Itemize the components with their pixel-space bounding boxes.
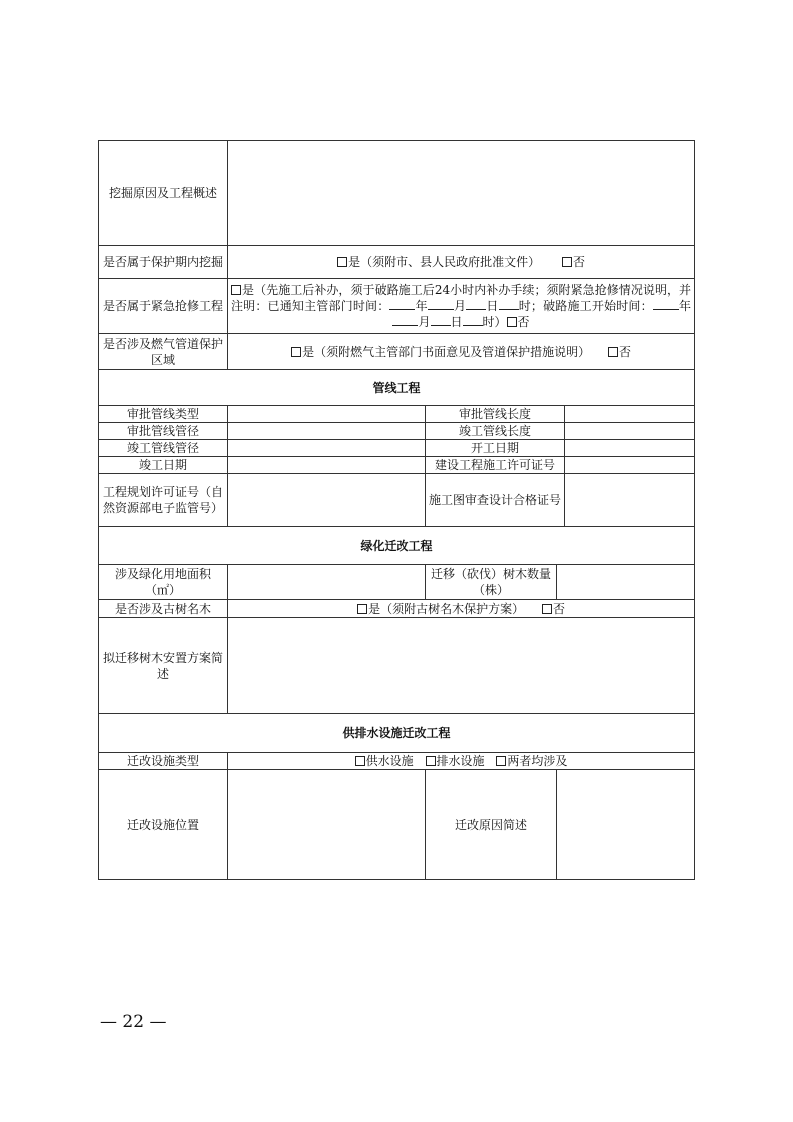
- water-section-row: [99, 714, 695, 753]
- notify-day-blank[interactable]: [466, 299, 486, 310]
- page-number: — 22 —: [100, 1012, 167, 1032]
- application-form-table: [98, 140, 695, 880]
- checkbox-icon[interactable]: [231, 285, 241, 295]
- completed-length-label: 竣工管线长度: [426, 423, 565, 440]
- facility-type-row: [99, 753, 695, 770]
- start-day-blank[interactable]: [431, 315, 451, 326]
- location-label: 迁改设施位置: [99, 770, 228, 880]
- checkbox-icon[interactable]: [608, 347, 618, 357]
- approved-length-label: 审批管线长度: [426, 406, 565, 423]
- land-area-field[interactable]: [228, 565, 426, 600]
- emergency-text: 是（先施工后补办，须于破路施工后24小时内补办手续；须附紧急抢修情况说明，并注明：已通知主管部门时间：: [231, 283, 692, 313]
- relocation-plan-row: [99, 618, 695, 714]
- gas-row: [99, 334, 695, 370]
- completion-date-label: 竣工日期: [99, 457, 228, 474]
- excavation-reason-label: 挖掘原因及工程概述: [99, 141, 228, 246]
- construction-permit-label: 建设工程施工许可证号: [426, 457, 565, 474]
- year-label: 年: [415, 299, 428, 313]
- checkbox-icon[interactable]: [507, 317, 517, 327]
- hour-label: 时；破路施工开始时间：: [518, 299, 653, 313]
- completed-diameter-label: 竣工管线管径: [99, 440, 228, 457]
- approved-type-label: 审批管线类型: [99, 406, 228, 423]
- emergency-options: [228, 279, 695, 334]
- pipeline-section-title: 管线工程: [99, 370, 695, 406]
- protection-period-row: [99, 246, 695, 279]
- month-label: 月: [418, 315, 431, 329]
- notify-hour-blank[interactable]: [499, 299, 519, 310]
- checkbox-icon[interactable]: [542, 604, 552, 614]
- approved-type-field[interactable]: [228, 406, 426, 423]
- day-label: 日: [450, 315, 463, 329]
- table-row: [99, 457, 695, 474]
- protection-no-label: 否: [572, 255, 585, 269]
- gas-label: 是否涉及燃气管道保护区域: [99, 334, 228, 370]
- facility-type-options: [228, 753, 695, 770]
- ancient-trees-row: [99, 600, 695, 618]
- start-date-label: 开工日期: [426, 440, 565, 457]
- ancient-trees-label: 是否涉及古树名木: [99, 600, 228, 618]
- protection-yes-label: 是（须附市、县人民政府批准文件）: [348, 255, 541, 269]
- location-field[interactable]: [228, 770, 426, 880]
- reason-field[interactable]: [557, 770, 695, 880]
- year-label: 年: [678, 299, 691, 313]
- table-row: [99, 474, 695, 527]
- drawing-review-field[interactable]: [565, 474, 695, 527]
- hour-end-label: 时）: [482, 315, 507, 329]
- table-row: [99, 440, 695, 457]
- excavation-reason-field[interactable]: [228, 141, 695, 246]
- approved-diameter-label: 审批管线管径: [99, 423, 228, 440]
- ancient-trees-options: [228, 600, 695, 618]
- emergency-no-label: 否: [517, 315, 530, 329]
- start-month-blank[interactable]: [392, 315, 418, 326]
- ancient-no-label: 否: [552, 601, 565, 616]
- emergency-label: 是否属于紧急抢修工程: [99, 279, 228, 334]
- start-year-blank[interactable]: [653, 299, 679, 310]
- pipeline-section-row: [99, 370, 695, 406]
- gas-options: [228, 334, 695, 370]
- ancient-yes-label: 是（须附古树名木保护方案）: [368, 601, 525, 616]
- trees-count-field[interactable]: [557, 565, 695, 600]
- reason-label: 迁改原因简述: [426, 770, 557, 880]
- protection-period-options: [228, 246, 695, 279]
- land-area-label: 涉及绿化用地面积（㎡）: [99, 565, 228, 600]
- drawing-review-label: 施工图审查设计合格证号: [426, 474, 565, 527]
- protection-period-label: 是否属于保护期内挖掘: [99, 246, 228, 279]
- drain-option-label: 排水设施: [436, 754, 485, 768]
- notify-year-blank[interactable]: [389, 299, 415, 310]
- emergency-row: [99, 279, 695, 334]
- table-row: [99, 423, 695, 440]
- checkbox-icon[interactable]: [291, 347, 301, 357]
- start-hour-blank[interactable]: [463, 315, 483, 326]
- checkbox-icon[interactable]: [337, 257, 347, 267]
- completed-length-field[interactable]: [565, 423, 695, 440]
- checkbox-icon[interactable]: [496, 756, 506, 766]
- greening-section-row: [99, 527, 695, 565]
- planning-permit-field[interactable]: [228, 474, 426, 527]
- relocation-plan-label: 拟迁移树木安置方案简述: [99, 618, 228, 714]
- gas-no-label: 否: [618, 344, 631, 359]
- table-row: [99, 406, 695, 423]
- gas-yes-label: 是（须附燃气主管部门书面意见及管道保护措施说明）: [302, 344, 591, 359]
- checkbox-icon[interactable]: [426, 756, 436, 766]
- excavation-reason-row: [99, 141, 695, 246]
- construction-permit-field[interactable]: [565, 457, 695, 474]
- month-label: 月: [453, 299, 467, 313]
- checkbox-icon[interactable]: [355, 756, 365, 766]
- trees-count-label: 迁移（砍伐）树木数量（株）: [426, 565, 557, 600]
- checkbox-icon[interactable]: [357, 604, 367, 614]
- checkbox-icon[interactable]: [562, 257, 572, 267]
- notify-month-blank[interactable]: [428, 299, 454, 310]
- location-reason-row: [99, 770, 695, 880]
- approved-length-field[interactable]: [565, 406, 695, 423]
- completion-date-field[interactable]: [228, 457, 426, 474]
- greening-section-title: 绿化迁改工程: [99, 527, 695, 565]
- facility-type-label: 迁改设施类型: [99, 753, 228, 770]
- day-label: 日: [486, 299, 499, 313]
- relocation-plan-field[interactable]: [228, 618, 695, 714]
- start-date-field[interactable]: [565, 440, 695, 457]
- supply-option-label: 供水设施: [365, 754, 414, 768]
- both-option-label: 两者均涉及: [507, 754, 568, 768]
- water-section-title: 供排水设施迁改工程: [99, 714, 695, 753]
- completed-diameter-field[interactable]: [228, 440, 426, 457]
- approved-diameter-field[interactable]: [228, 423, 426, 440]
- table-row: [99, 565, 695, 600]
- planning-permit-label: 工程规划许可证号（自然资源部电子监管号）: [99, 474, 228, 527]
